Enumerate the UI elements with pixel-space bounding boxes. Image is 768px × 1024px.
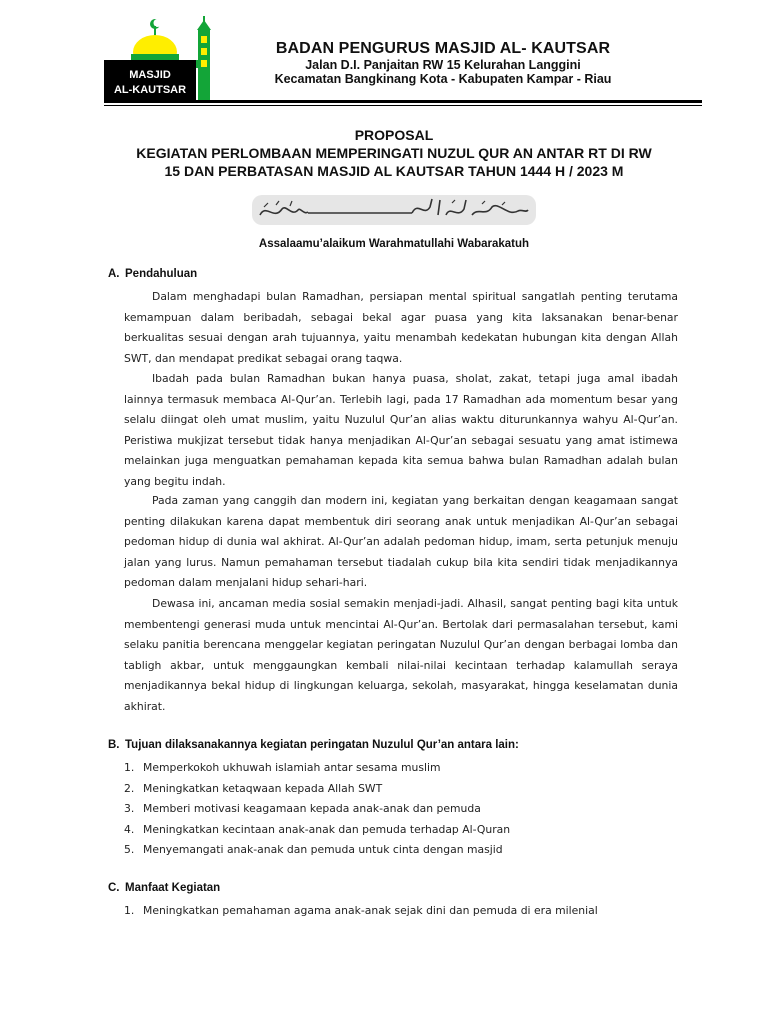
list-item: 3. Memberi motivasi keagamaan kepada anak-anak dan pemuda <box>124 802 481 815</box>
section-c-title: Manfaat Kegiatan <box>125 882 221 894</box>
letterhead <box>228 40 658 86</box>
org-name: BADAN PENGURUS MASJID AL- KAUTSAR <box>275 40 611 57</box>
list-item: 1. Memperkokoh ukhuwah islamiah antar sesama muslim <box>124 761 441 774</box>
header-rule-thin <box>104 105 702 106</box>
paragraph-3: Pada zaman yang canggih dan modern ini, kegiatan yang berkaitan dengan keagamaan sangat penting dilakukan karena dapat membentuk diri seorang anak untuk menjadikan Al-Qur’an sebagai pedoman hidup di dunia wal akhirat. Al-Qur’an adalah pedoman hidup, imam, serta petunjuk menuju jalan yang lurus. Namun pemahaman tersebut tiadalah cukup bila kita sendiri tidak menjadikannya pedoman dalam menjalani hidup sehari-hari. <box>124 494 678 589</box>
header-rule-thick <box>104 100 702 103</box>
section-c-letter: C. <box>108 882 120 894</box>
section-a-letter: A. <box>108 268 120 280</box>
list-item: 1. Meningkatkan pemahaman agama anak-anak sejak dini dan pemuda di era milenial <box>124 904 598 917</box>
section-a-heading <box>108 268 197 280</box>
section-c-heading <box>108 882 220 894</box>
list-item: 4. Meningkatkan kecintaan anak-anak dan pemuda terhadap Al-Quran <box>124 822 511 836</box>
address-line-1: Jalan D.I. Panjaitan RW 15 Kelurahan Langgini <box>305 58 581 72</box>
title-line-1: PROPOSAL <box>354 127 434 143</box>
list-item: 5. Menyemangati anak-anak dan pemuda untuk cinta dengan masjid <box>124 843 503 856</box>
objectives-list <box>124 758 678 861</box>
benefits-list <box>124 901 678 922</box>
bismillah-calligraphy <box>252 195 536 225</box>
section-b-heading <box>108 739 519 751</box>
mosque-logo <box>104 16 224 100</box>
logo-text-2: AL-KAUTSAR <box>113 84 187 96</box>
logo-text-1: MASJID <box>129 69 171 81</box>
paragraph-4: Dewasa ini, ancaman media sosial semakin menjadi-jadi. Alhasil, sangat penting bagi kita untuk membentengi generasi muda untuk mencintai Al-Qur’an. Bertolak dari permasalahan tersebut, kami selaku panitia berencana menggelar kegiatan peringatan Nuzulul Qur’an dengan berbagai lomba dan tabligh akbar, untuk menggaungkan kembali nilai-nilai kecintaan terhadap kalamullah seraya menjadikannya bekal hidup di lingkungan keluarga, sekolah, masyarakat, hingga keselamatan dunia akhirat. <box>124 597 678 713</box>
title-line-2: KEGIATAN PERLOMBAAN MEMPERINGATI NUZUL QUR AN ANTAR RT DI RW <box>136 145 652 161</box>
proposal-title <box>96 126 692 180</box>
address-line-2: Kecamatan Bangkinang Kota - Kabupaten Kampar - Riau <box>274 72 612 86</box>
list-item: 2. Meningkatkan ketaqwaan kepada Allah SWT <box>124 781 383 795</box>
section-a-title: Pendahuluan <box>125 268 198 280</box>
section-b-letter: B. <box>108 739 120 751</box>
paragraph-1: Dalam menghadapi bulan Ramadhan, persiapan mental spiritual sangatlah penting terutama kemampuan dalam beribadah, sebagai bekal agar puasa yang kita laksanakan benar-benar berkualitas sesuai dengan arah tujuannya, yaitu menambah kedekatan hubungan kita dengan Allah SWT, dan mendapat predikat sebagai orang taqwa. <box>124 290 678 365</box>
title-line-3: 15 DAN PERBATASAN MASJID AL KAUTSAR TAHUN 1444 H / 2023 M <box>164 163 624 179</box>
greeting: Assalaamu’alaikum Warahmatullahi Wabarakatuh <box>258 238 530 250</box>
paragraph-2: Ibadah pada bulan Ramadhan bukan hanya puasa, sholat, zakat, tetapi juga amal ibadah lainnya termasuk membaca Al-Qur’an. Terlebih lagi, pada 17 Ramadhan ada momentum besar yang selalu diingat oleh umat muslim, yaitu Nuzulul Qur’an alias waktu diturunkannya wahyu Al-Qur’an. Peristiwa mukjizat tersebut tidak hanya menjadikan Al-Qur’an sebagai sesuatu yang amat istimewa melainkan juga menguatkan pemahaman kepada kita semua bahwa bulan Ramadhan adalah bulan yang begitu indah. <box>124 372 678 488</box>
section-b-title: Tujuan dilaksanakannya kegiatan peringatan Nuzulul Qur’an antara lain: <box>125 739 519 751</box>
